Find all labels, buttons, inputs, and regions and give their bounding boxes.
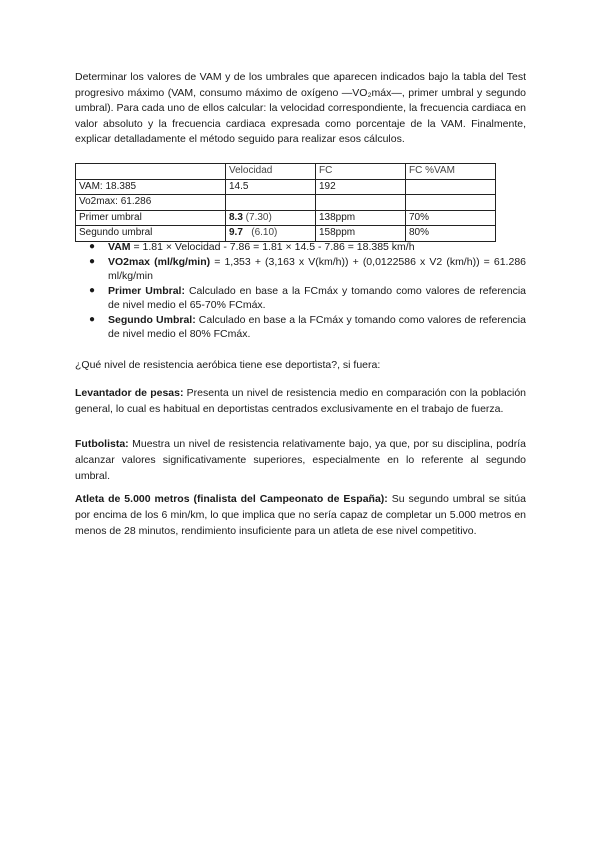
row-label: Segundo umbral	[76, 226, 226, 242]
question-paragraph: ¿Qué nivel de resistencia aeróbica tiene ese deportista?, si fuera:	[75, 359, 381, 371]
pct-cell: 80%	[406, 226, 496, 242]
pct-cell: 70%	[406, 210, 496, 226]
list-item: ● VO2max (ml/kg/min) = 1,353 + (3,163 x V(km/h)) + (0,0122586 x V2 (km/h)) = 61.286 ml/kg/min	[89, 255, 526, 282]
intro-paragraph: Determinar los valores de VAM y de los umbrales que aparecen indicados bajo la tabla del Test progresivo máximo (VAM, consumo máximo de oxígeno —VO₂máx—, primer umbral y segundo umbral). Para cada uno de ellos calcular: la velocidad correspondiente, la frecuencia cardiaca en valor absoluto y la frecuencia cardiaca expresada como porcentaje de la VAM. Finalmente, explicar detalladamente el método seguido para realizar esos cálculos.	[75, 71, 526, 146]
row-label: VAM: 18.385	[76, 179, 226, 195]
header-cell: Velocidad	[226, 164, 316, 180]
list-item: ● VAM = 1.81 × Velocidad - 7.86 = 1.81 × 14.5 - 7.86 = 18.385 km/h	[89, 241, 415, 253]
header-cell: FC	[316, 164, 406, 180]
speed-cell: 8.3 (7.30)	[226, 210, 316, 226]
list-item: ● Primer Umbral: Calculado en base a la FCmáx y tomando como valores de referencia de nivel medio el 65-70% FCmáx.	[89, 284, 526, 311]
fc-cell: 192	[316, 179, 406, 195]
bullet-icon: ●	[89, 241, 96, 252]
table-row	[76, 179, 496, 195]
bullet-icon: ●	[89, 313, 96, 325]
fc-cell: 158ppm	[316, 226, 406, 242]
answer-footballer: Futbolista: Muestra un nivel de resistencia relativamente bajo, ya que, por su disciplina, podría alcanzar valores significativamente superiores, especialmente en lo referente al segundo umbral.	[75, 438, 526, 483]
bullet-icon: ●	[89, 255, 96, 267]
answer-runner: Atleta de 5.000 metros (finalista del Campeonato de España): Su segundo umbral se sitúa por encima de los 6 min/km, lo que implica que no sería capaz de completar un 5.000 metros en menos de 28 minutos, rendimiento insuficiente para un atleta de ese nivel competitivo.	[75, 493, 526, 538]
row-label: Primer umbral	[76, 210, 226, 226]
list-item: ● Segundo Umbral: Calculado en base a la FCmáx y tomando como valores de referencia de nivel medio el 80% FCmáx.	[89, 313, 526, 340]
header-cell: FC %VAM	[406, 164, 496, 180]
formula-list	[75, 240, 526, 342]
fc-cell: 138ppm	[316, 210, 406, 226]
bullet-icon: ●	[89, 284, 96, 296]
speed-cell: 9.7 (6.10)	[226, 226, 316, 242]
table-row	[76, 210, 496, 226]
results-table	[75, 163, 496, 242]
pct-cell	[406, 195, 496, 211]
header-cell	[76, 164, 226, 180]
row-label: Vo2max: 61.286	[76, 195, 226, 211]
speed-cell	[226, 195, 316, 211]
table-header-row	[76, 164, 496, 180]
table-row	[76, 226, 496, 242]
fc-cell	[316, 195, 406, 211]
answer-weightlifter: Levantador de pesas: Presenta un nivel de resistencia medio en comparación con la población general, lo cual es habitual en deportistas centrados exclusivamente en el trabajo de fuerza.	[75, 387, 526, 416]
speed-cell: 14.5	[226, 179, 316, 195]
table-row	[76, 195, 496, 211]
pct-cell	[406, 179, 496, 195]
